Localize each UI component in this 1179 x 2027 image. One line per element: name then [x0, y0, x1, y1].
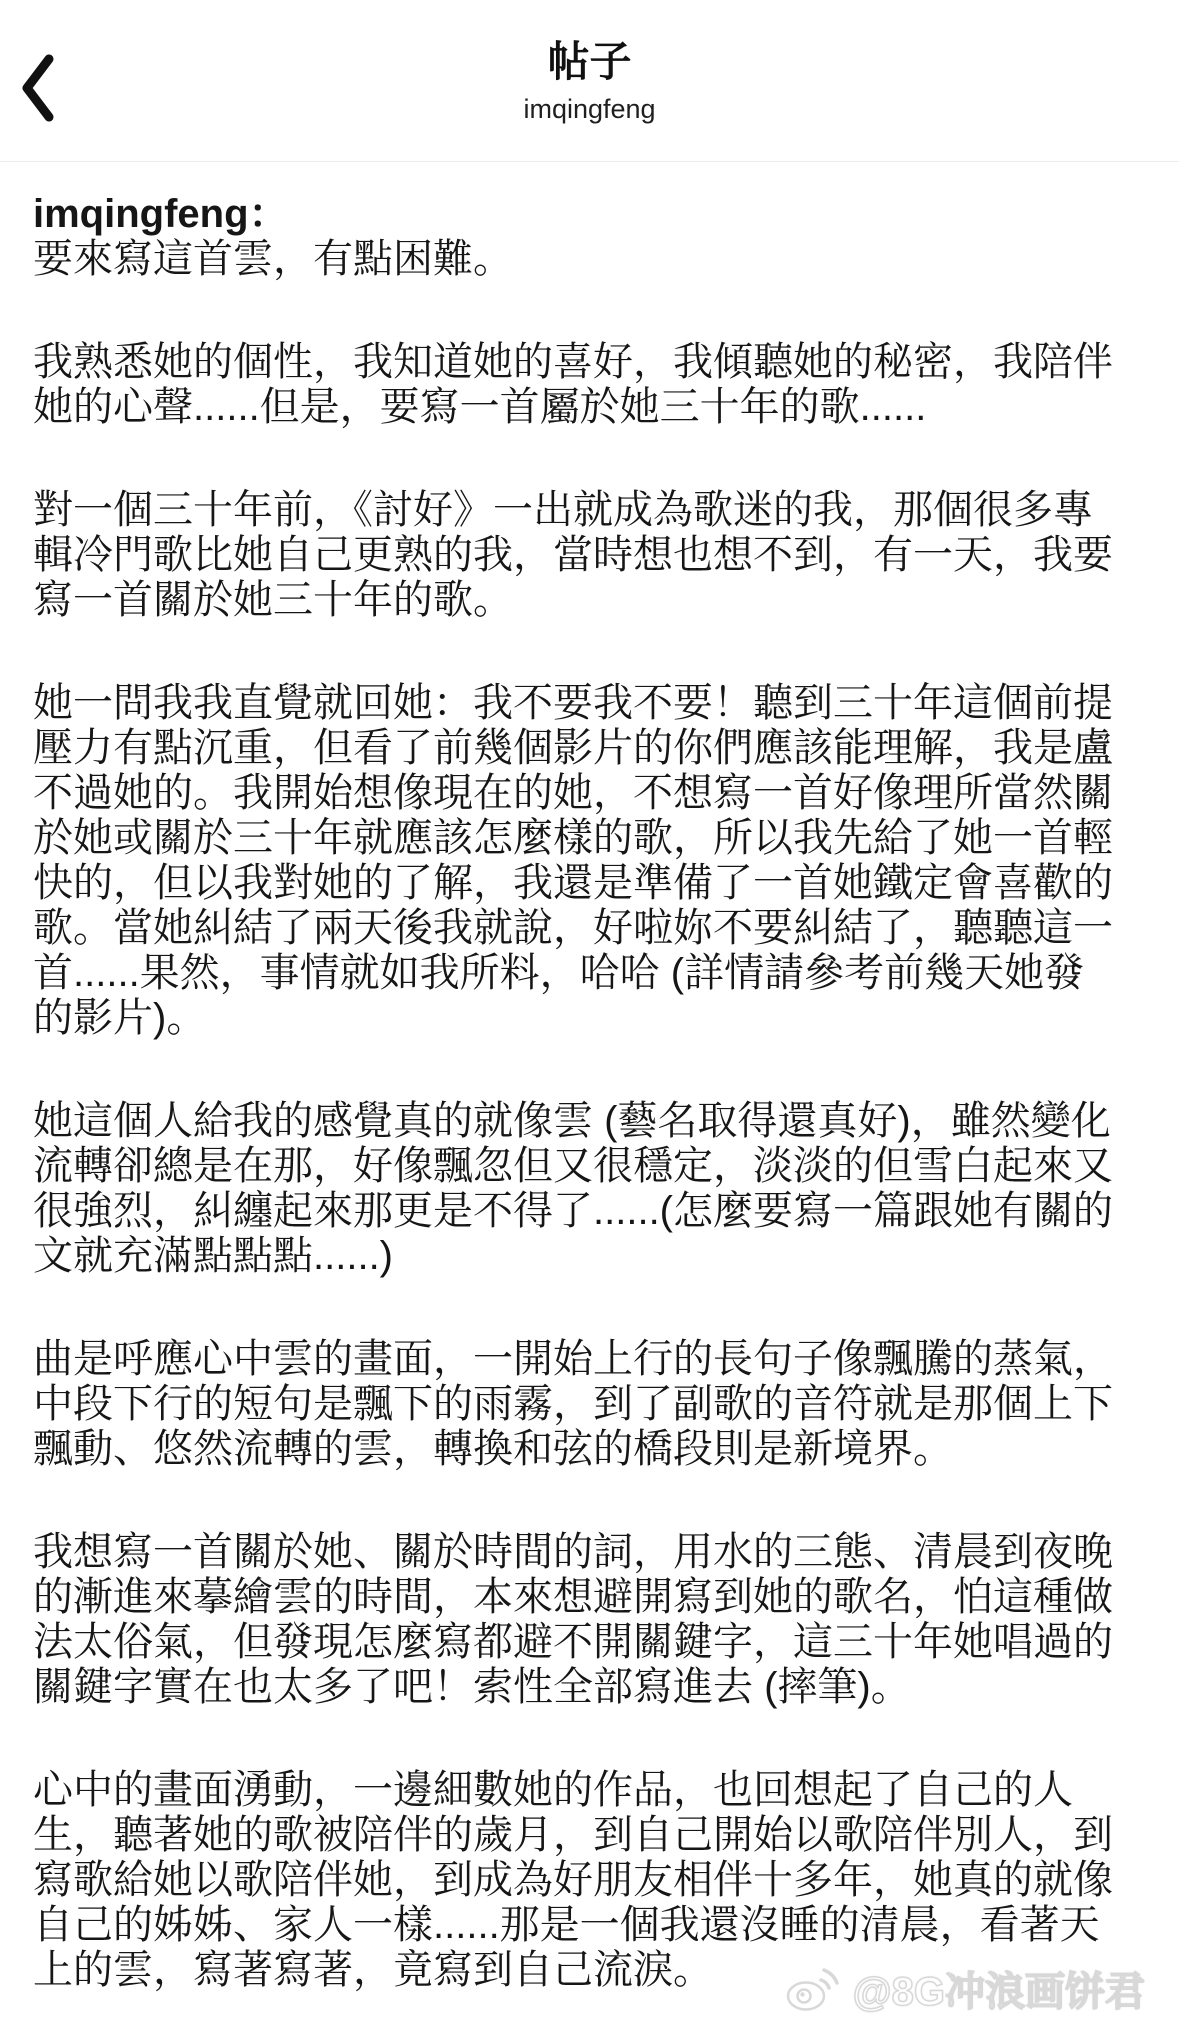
post-first-block [33, 192, 1121, 282]
page-subtitle: imqingfeng [523, 94, 656, 125]
post-author: imqingfeng： [33, 192, 289, 236]
post-body [0, 162, 1179, 1993]
post-paragraph: 曲是呼應心中雲的畫面，一開始上行的長句子像飄騰的蒸氣，中段下行的短句是飄下的雨霧，到了副歌的音符就是那個上下飄動、悠然流轉的雲，轉換和弦的橋段則是新境界。 [33, 1337, 1113, 1471]
post-paragraph-list [33, 340, 1121, 1993]
page-title: 帖子 [547, 38, 632, 85]
post-paragraph: 對一個三十年前，《討好》一出就成為歌迷的我，那個很多專輯冷門歌比她自己更熟的我，當時想也想不到，有一天，我要寫一首關於她三十年的歌。 [33, 488, 1113, 622]
post-paragraph: 我想寫一首關於她、關於時間的詞，用水的三態、清晨到夜晚的漸進來摹繪雲的時間，本來想避開寫到她的歌名，怕這種做法太俗氣，但發現怎麼寫都避不開關鍵字，這三十年她唱過的關鍵字實在也太多了吧！索性全部寫進去 (摔筆)。 [33, 1530, 1113, 1709]
post-paragraph: 她這個人給我的感覺真的就像雲 (藝名取得還真好)，雖然變化流轉卻總是在那，好像飄忽但又很穩定，淡淡的但雪白起來又很強烈，糾纏起來那更是不得了......(怎麼要寫一篇跟她有關的文就充滿點點點......) [33, 1099, 1113, 1278]
post-paragraph: 我熟悉她的個性，我知道她的喜好，我傾聽她的秘密，我陪伴她的心聲......但是，要寫一首屬於她三十年的歌...... [33, 340, 1113, 429]
post-intro-line: 要來寫這首雲，有點困難。 [33, 237, 513, 281]
post-paragraph: 她一問我我直覺就回她：我不要我不要！聽到三十年這個前提壓力有點沉重，但看了前幾個影片的你們應該能理解，我是盧不過她的。我開始想像現在的她，不想寫一首好像理所當然關於她或關於三十年就應該怎麼樣的歌，所以我先給了她一首輕快的，但以我對她的了解，我還是準備了一首她鐵定會喜歡的歌。當她糾結了兩天後我就說，好啦妳不要糾結了，聽聽這一首......果然，事情就如我所料，哈哈 (詳情請參考前幾天她發的影片)。 [33, 681, 1113, 1040]
back-button[interactable] [14, 50, 62, 126]
watermark [785, 1960, 1145, 2017]
watermark-text: @8G冲浪画饼君 [852, 1970, 1145, 2014]
navigation-bar [0, 0, 1179, 162]
weibo-eye-icon [785, 1965, 841, 2013]
post-paragraph: 心中的畫面湧動，一邊細數她的作品，也回想起了自己的人生，聽著她的歌被陪伴的歲月，到自己開始以歌陪伴別人，到寫歌給她以歌陪伴她，到成為好朋友相伴十多年，她真的就像自己的姊姊、家人一樣......那是一個我還沒睡的清晨，看著天上的雲，寫著寫著，竟寫到自己流淚。 [33, 1768, 1113, 1992]
chevron-left-icon [21, 53, 55, 123]
